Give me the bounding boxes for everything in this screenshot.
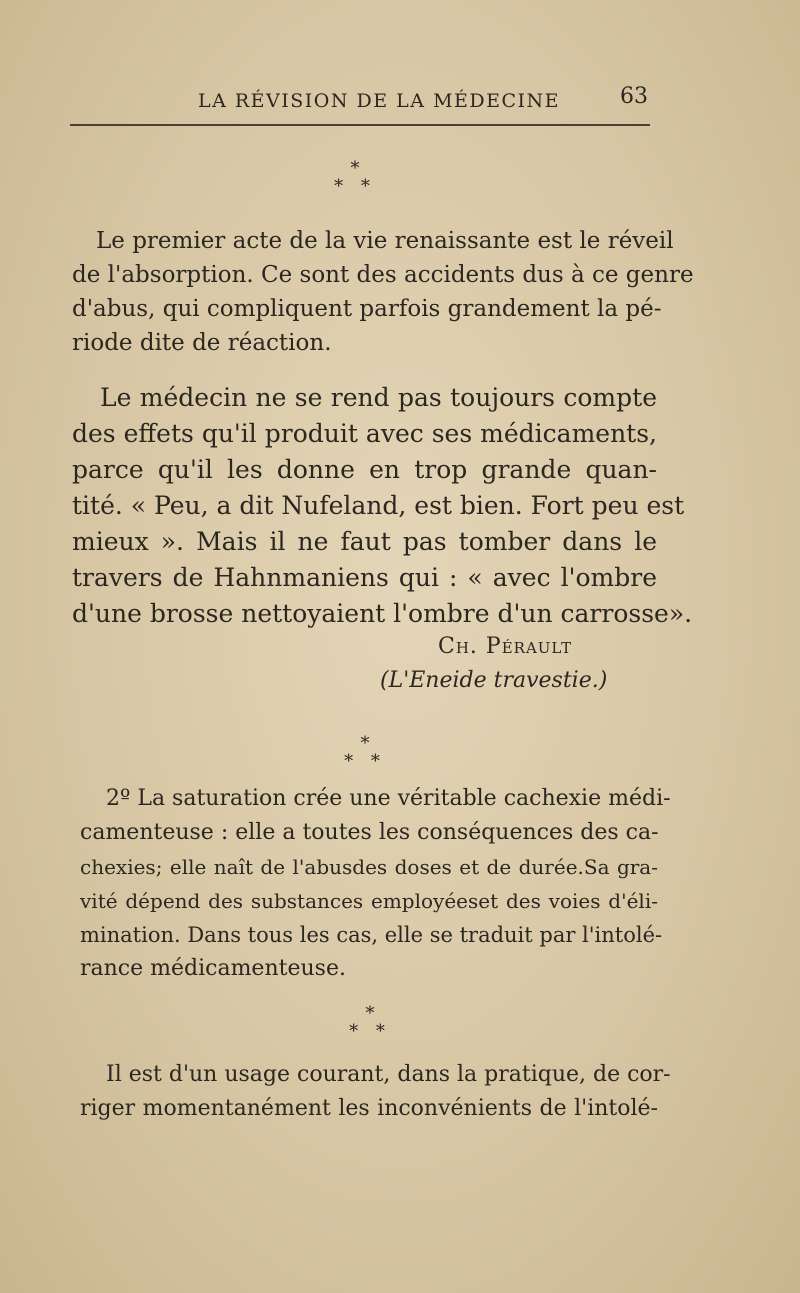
paragraph-saturation	[80, 782, 671, 986]
attribution-work: (L'Eneide travestie.)	[380, 668, 608, 693]
paragraph-line: 2º La saturation crée une véritable cachexie médi-	[106, 786, 671, 811]
asterism-bottom: * *	[344, 751, 386, 772]
paragraph-line: Le premier acte de la vie renaissante est le réveil	[96, 228, 674, 254]
asterism	[325, 160, 385, 196]
header-rule	[70, 124, 650, 126]
paragraph-line: Il est d'un usage courant, dans la pratique, de cor-	[106, 1062, 671, 1087]
paragraph-line: des effets qu'il produit avec ses médicaments,	[72, 419, 657, 448]
paragraph-line: d'une brosse nettoyaient l'ombre d'un carrosse».	[72, 599, 693, 628]
paragraph-line: travers de Hahnmaniens qui : « avec l'ombre	[72, 563, 657, 592]
asterism-top: *	[350, 158, 360, 179]
quote-attribution	[380, 630, 660, 698]
asterism-top: *	[360, 733, 370, 754]
paragraph-medecin	[72, 380, 693, 632]
paragraph-line: d'abus, qui compliquent parfois grandement la pé-	[72, 296, 662, 322]
paragraph-line: parce qu'il les donne en trop grande quan-	[72, 455, 657, 484]
paragraph-line: riger momentanément les inconvénients de l'intolé-	[80, 1096, 658, 1121]
asterism-bottom: * *	[349, 1021, 391, 1042]
asterism	[340, 1005, 400, 1041]
paragraph-line: chexies; elle naît de l'abusdes doses et de durée.Sa gra-	[80, 855, 658, 879]
paragraph-line: mieux ». Mais il ne faut pas tomber dans le	[72, 527, 657, 556]
paragraph-line: riode dite de réaction.	[72, 330, 332, 356]
running-title: LA RÉVISION DE LA MÉDECINE	[198, 90, 561, 112]
paragraph-line: vité dépend des substances employéeset des voies d'éli-	[80, 889, 658, 913]
asterism	[335, 735, 395, 771]
attribution-author: Ch. Pérault	[438, 634, 573, 659]
paragraph-usage	[80, 1058, 671, 1126]
page-header	[70, 80, 650, 120]
paragraph-line: mination. Dans tous les cas, elle se traduit par l'intolé-	[80, 923, 663, 947]
paragraph-line: rance médicamenteuse.	[80, 956, 346, 981]
paragraph-line: camenteuse : elle a toutes les conséquences des ca-	[80, 820, 659, 845]
asterism-top: *	[365, 1003, 375, 1024]
paragraph-line: de l'absorption. Ce sont des accidents dus à ce genre	[72, 262, 694, 288]
page-number: 63	[620, 84, 648, 109]
paragraph-absorption	[72, 224, 694, 360]
paragraph-line: Le médecin ne se rend pas toujours compte	[100, 383, 657, 412]
asterism-bottom: * *	[334, 176, 376, 197]
paragraph-line: tité. « Peu, a dit Nufeland, est bien. Fort peu est	[72, 491, 685, 520]
